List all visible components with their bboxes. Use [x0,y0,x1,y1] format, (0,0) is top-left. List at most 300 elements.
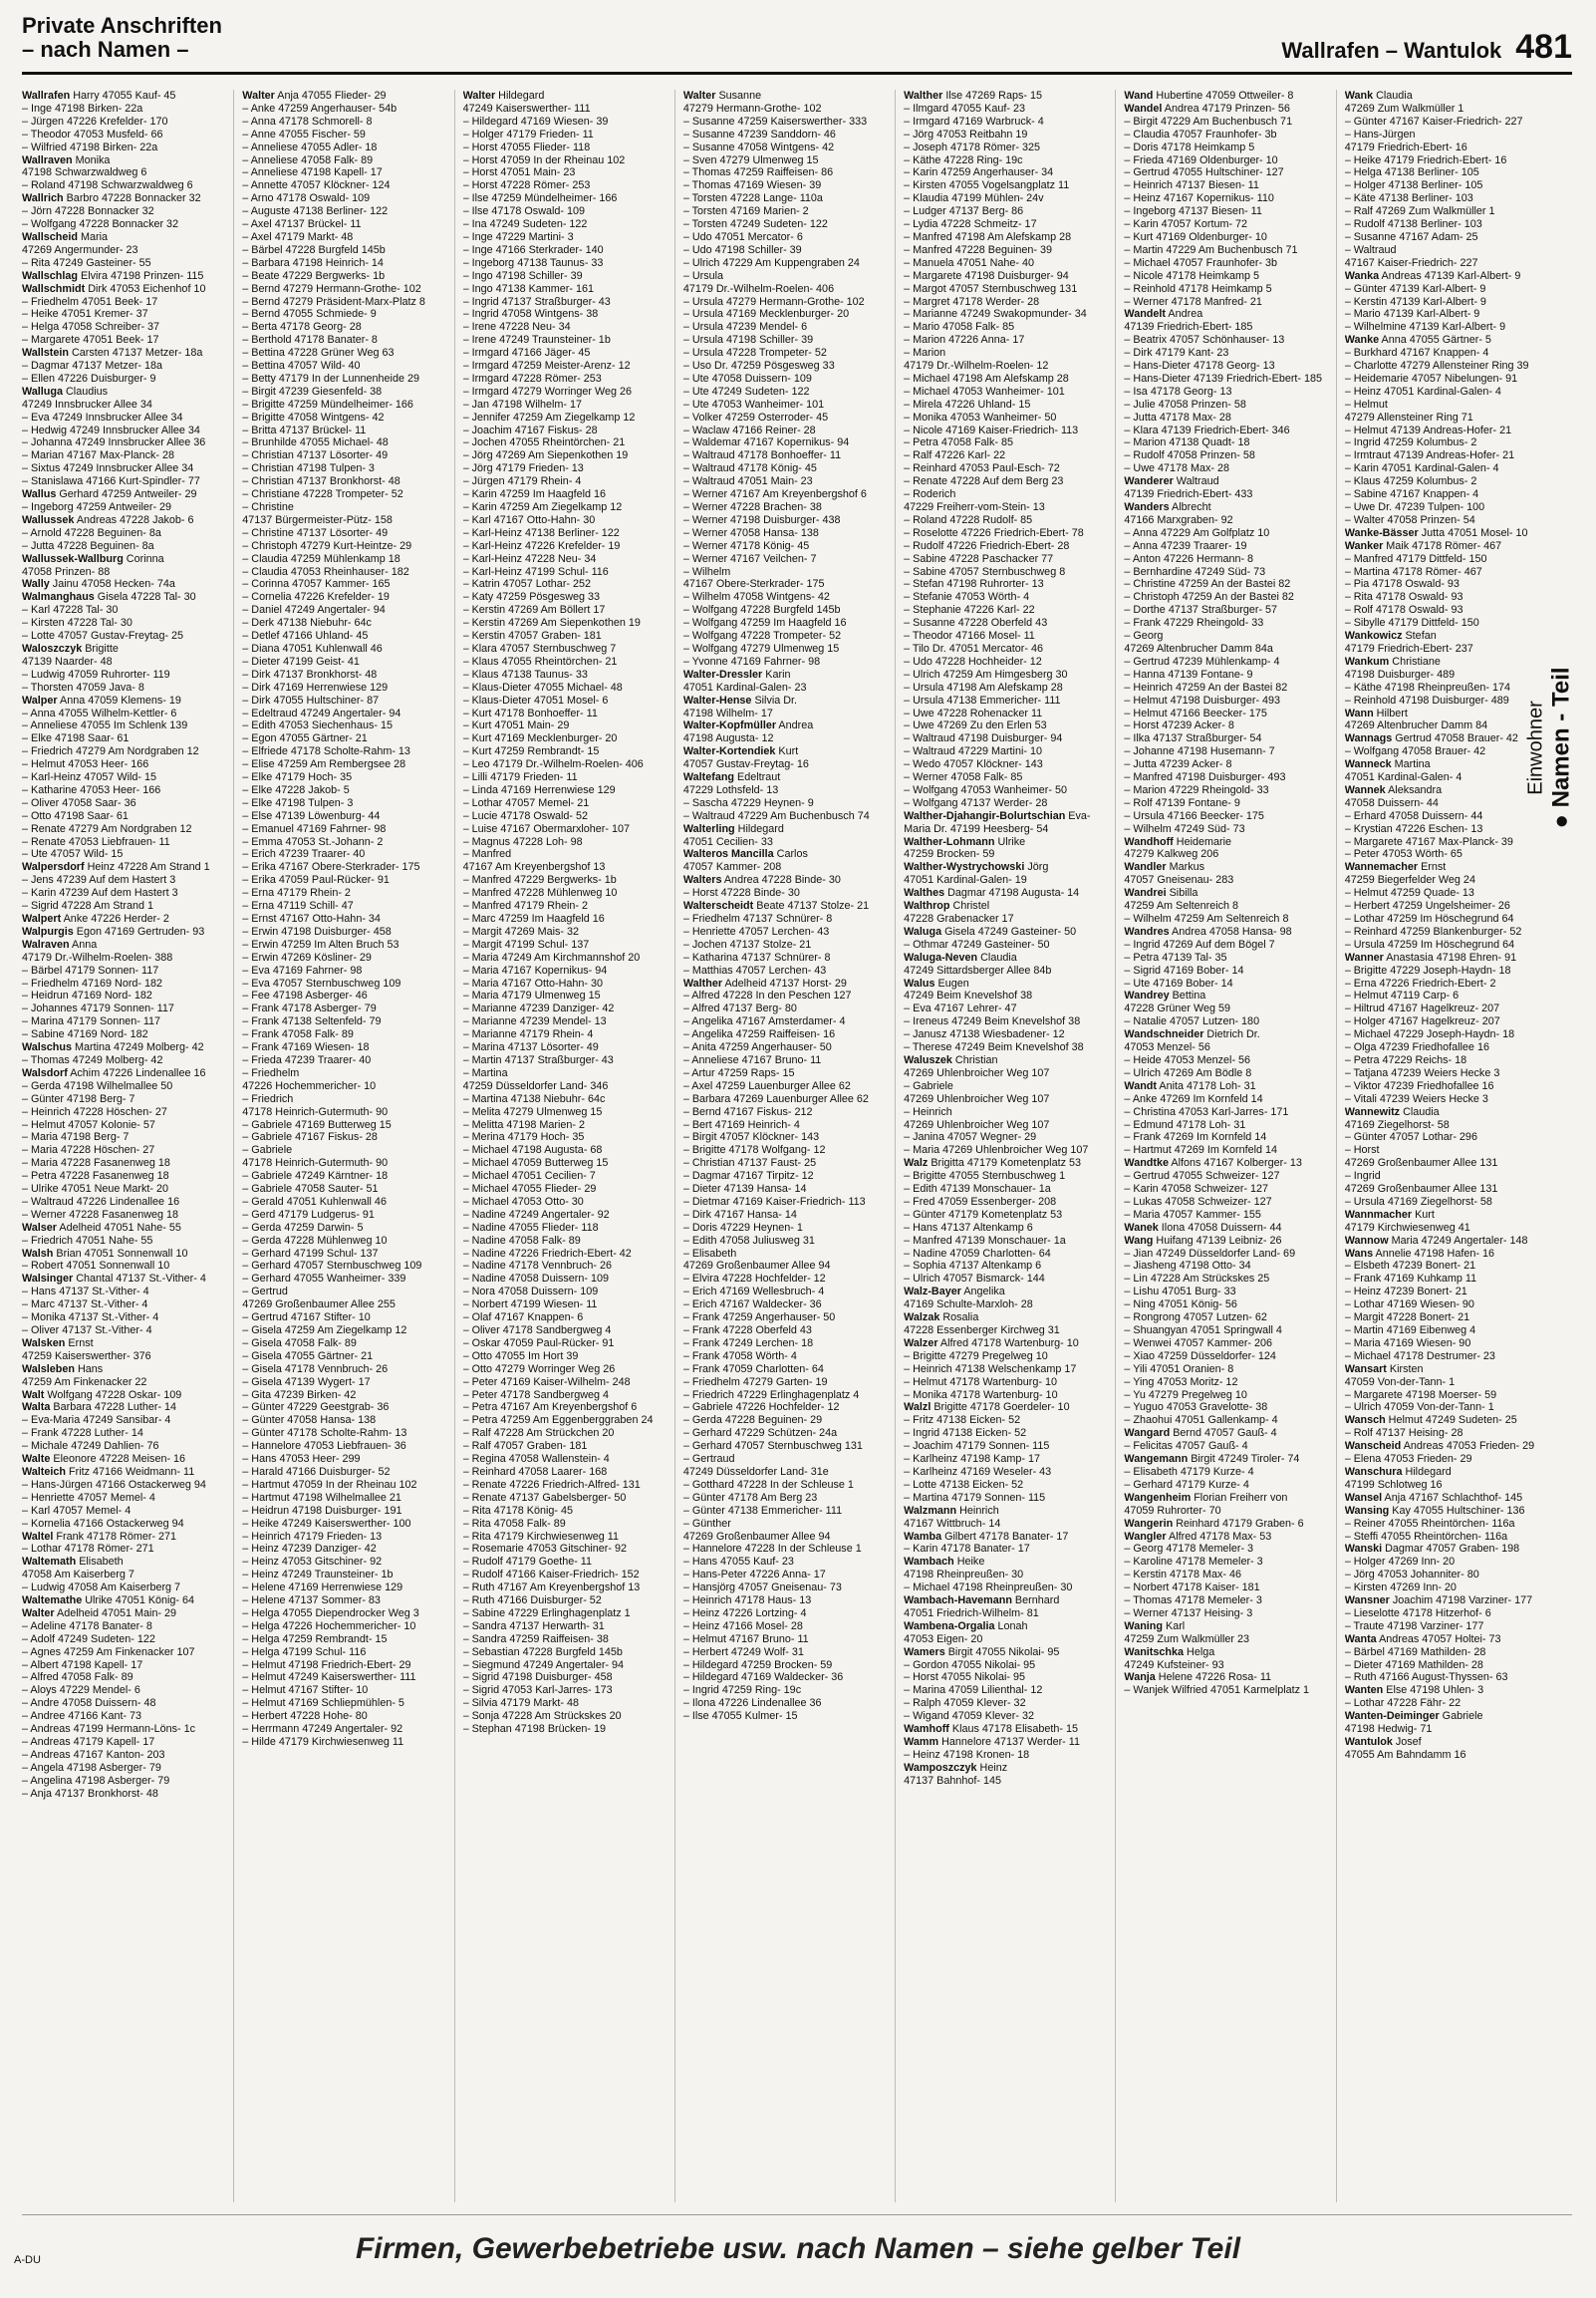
entry-detail: – Jochen 47137 Stolze- 21 [682,938,812,951]
list-item [463,1196,670,1209]
surname: Wandrei [1124,887,1167,900]
surname: Walschus [22,1041,72,1054]
list-item [683,1607,891,1620]
surname: Walsh [22,1247,54,1260]
list-item [1345,1749,1552,1762]
entry-detail: Birgit 47249 Tiroler- 74 [1188,1453,1300,1466]
entry-detail: – Ulrich 47057 Bismarck- 144 [904,1273,1045,1286]
list-item [1124,192,1331,205]
list-item [1124,1144,1331,1157]
entry-detail: – Kurt 47169 Mecklenburger- 20 [462,732,618,745]
list-item [1124,1633,1331,1646]
list-item [1124,475,1331,488]
list-item [1124,1067,1331,1080]
entry-detail: – Hildegard 47259 Brocken- 59 [682,1658,833,1671]
entry-detail: 47057 Kammer- 208 [682,861,782,874]
entry-detail: – Othmar 47249 Gasteiner- 50 [904,938,1050,951]
list-item [904,861,1111,874]
entry-detail: – Ralf 47226 Karl- 22 [904,449,1006,462]
entry-detail: 47139 Friedrich-Ebert- 433 [1124,488,1253,501]
entry-detail: – Hannelore 47228 In der Schleuse 1 [682,1543,862,1556]
list-item [904,1286,1111,1298]
entry-detail: – Helmut 47249 Kaiserswerther- 111 [242,1671,416,1684]
surname: Wallscheid [22,230,78,243]
entry-detail: – Gerhard 47179 Kurze- 4 [1124,1478,1249,1491]
list-item [904,527,1111,540]
list-item [22,771,229,784]
list-item [463,965,670,978]
list-item [904,192,1111,205]
list-item [904,103,1111,116]
list-item [463,321,670,334]
entry-detail: Kurt [1412,1208,1435,1221]
entry-detail: – Xiao 47259 Düsseldorfer- 124 [1124,1349,1276,1362]
list-item [904,116,1111,129]
list-item [1345,952,1552,965]
entry-detail: – Horst 47055 Nikolai- 95 [904,1671,1025,1684]
list-item [463,1389,670,1402]
entry-detail: – Michael 47051 Cecilien- 7 [462,1170,596,1183]
surname: Wansner [1344,1594,1390,1607]
list-item [904,965,1111,978]
list-item [242,1646,449,1659]
list-item [683,669,891,682]
entry-detail: – Margarete 47198 Moerser- 59 [1344,1388,1497,1401]
list-item [1345,1492,1552,1505]
list-item [904,1440,1111,1453]
list-item [463,514,670,527]
list-item [463,1594,670,1607]
entry-detail: – Margarete 47167 Max-Planck- 39 [1344,835,1513,848]
list-item [1124,1273,1331,1286]
list-item [1124,1028,1331,1041]
entry-detail: – Theodor 47166 Mosel- 11 [904,630,1035,643]
list-item [683,1594,891,1607]
footer-rule [22,2214,1572,2215]
entry-detail: – Inge 47166 Sterkrader- 140 [462,243,604,256]
list-item [683,810,891,823]
entry-detail: – Jens 47239 Auf dem Hastert 3 [22,874,176,887]
listing-column-5 [904,90,1116,2202]
list-item [463,913,670,926]
entry-detail: – Helmut 47057 Kolonie- 57 [22,1118,155,1131]
list-item [683,1569,891,1581]
entry-detail: – Birgit 47057 Klöckner- 143 [682,1131,820,1144]
surname: Wally [22,578,50,591]
list-item [904,218,1111,231]
surname: Walus [904,977,935,990]
list-item [1345,1466,1552,1479]
list-item [22,90,229,103]
list-item [683,578,891,591]
list-item [22,1248,229,1261]
entry-detail: – Hans 47055 Kauf- 23 [682,1556,794,1569]
list-item [683,1492,891,1505]
entry-detail: – Frank 47169 Kuhkamp 11 [1344,1273,1477,1286]
entry-detail: – Günter 47179 Kometenplatz 53 [904,1208,1063,1221]
entry-detail: – Tatjana 47239 Weiers Hecke 3 [1344,1066,1500,1079]
entry-detail: – Ulrich 47229 Am Kuppengraben 24 [682,256,860,269]
entry-detail: – Elisabeth 47179 Kurze- 4 [1124,1465,1254,1478]
entry-detail: – Lotte 47057 Gustav-Freytag- 25 [22,630,184,643]
list-item [1124,1466,1331,1479]
entry-detail: – Johannes 47179 Sonnen- 117 [22,1003,174,1015]
entry-detail: – Rita 47178 König- 45 [462,1504,574,1517]
entry-detail: – Manfred 47229 Bergwerks- 1b [462,874,617,887]
list-item [22,462,229,475]
entry-detail: 47051 Kardinal-Galen- 23 [682,681,807,694]
entry-detail: – Lilli 47179 Frieden- 11 [462,771,578,784]
entry-detail: – Peter 47178 Sandbergweg 4 [462,1388,610,1401]
list-item [683,1556,891,1569]
list-item [683,1324,891,1337]
entry-detail: – Betty 47179 In der Lunnenheide 29 [242,372,419,385]
entry-detail: – Gabriele 47167 Fiskus- 28 [242,1131,378,1144]
list-item [463,1659,670,1672]
list-item [463,1620,670,1633]
list-item [242,604,449,617]
list-item [1124,321,1331,334]
entry-detail: Heinrich [956,1504,999,1517]
list-item [1124,900,1331,913]
list-item [242,1144,449,1157]
list-item [1345,501,1552,514]
entry-detail: – Waldemar 47167 Kopernikus- 94 [682,436,850,449]
entry-detail: – Marion [904,347,946,360]
list-item [683,1144,891,1157]
list-item [1345,1054,1552,1067]
entry-detail: – Tilo Dr. 47051 Mercator- 46 [904,642,1043,655]
list-item [904,1067,1111,1080]
entry-detail: – Roland 47228 Rudolf- 85 [904,513,1033,526]
surname: Wankowicz [1344,630,1403,643]
list-item [683,591,891,604]
entry-detail: – Udo 47198 Schiller- 39 [682,243,802,256]
list-item [904,1710,1111,1723]
list-item [242,990,449,1003]
list-item [463,1440,670,1453]
list-item [242,1569,449,1581]
entry-detail: – Mario 47139 Karl-Albert- 9 [1344,308,1480,321]
entry-detail: 47269 Uhlenbroicher Weg 107 [904,1066,1050,1079]
list-item [683,887,891,900]
surname: Wandler [1124,861,1167,874]
list-item [463,90,670,103]
entry-detail: – Ute 47053 Wanheimer- 101 [682,398,825,411]
list-item [1124,179,1331,192]
entry-detail: – Rolf 47137 Heising- 28 [1344,1427,1463,1440]
entry-detail: – Ute 47249 Sudeten- 122 [682,385,810,398]
list-item [683,1518,891,1531]
list-item [1345,488,1552,501]
entry-detail: – Ingrid [1344,1170,1381,1183]
entry-detail: – Ursula 47228 Trompeter- 52 [682,347,827,360]
list-item [22,1453,229,1466]
list-item [1124,412,1331,425]
list-item [242,913,449,926]
entry-detail: – Anke 47269 Im Kornfeld 14 [1124,1092,1263,1105]
entry-detail: – Gabriele 47226 Hochfelder- 12 [682,1401,840,1414]
list-item [242,1235,449,1248]
list-item [242,321,449,334]
entry-detail: – Helga 47226 Hochemmericher- 10 [242,1619,416,1632]
list-item [1124,771,1331,784]
list-item [904,1427,1111,1440]
entry-detail: – Ursula [682,269,724,282]
list-item [1345,475,1552,488]
list-item [22,1106,229,1119]
entry-detail: Christel [949,900,990,913]
entry-detail: – Michael 47198 Rheinpreußen- 30 [904,1581,1073,1594]
entry-detail: – Bärbel 47179 Sonnen- 117 [22,964,159,977]
list-item [463,1067,670,1080]
entry-detail: – Yu 47279 Pregelweg 10 [1124,1388,1247,1401]
list-item [463,978,670,991]
list-item [242,708,449,720]
entry-detail: Sibilla [1166,887,1198,900]
list-item [463,591,670,604]
list-item [1124,488,1331,501]
surname: Wandrey [1124,990,1170,1003]
list-item [242,1607,449,1620]
entry-detail: 47058 Duissern- 44 [1344,796,1439,809]
list-item [683,1311,891,1324]
entry-detail: – Georg 47178 Memeler- 3 [1124,1543,1254,1556]
entry-detail: – Berta 47178 Georg- 28 [242,321,362,334]
list-item [1124,1581,1331,1594]
list-item [463,836,670,849]
list-item [1345,1157,1552,1170]
entry-detail: Helga [1184,1645,1215,1658]
list-item [1345,360,1552,373]
entry-detail: Dirk 47053 Eichenhof 10 [85,282,206,295]
list-item [1345,1505,1552,1518]
entry-detail: – Klara 47139 Friedrich-Ebert- 346 [1124,424,1290,436]
entry-detail: 47053 Eigen- 20 [904,1632,983,1645]
entry-detail: 47249 Sittardsberger Allee 84b [904,964,1052,977]
entry-detail: – Marina 47179 Sonnen- 117 [22,1015,161,1028]
entry-detail: 47169 Ziegelhorst- 58 [1344,1118,1450,1131]
entry-detail: – Petra 47139 Tal- 35 [1124,951,1227,964]
surname: Wansing [1344,1504,1390,1517]
entry-detail: Maria Dr. 47199 Heesberg- 54 [904,822,1049,835]
entry-detail: Kirsten [1386,1362,1424,1375]
entry-detail: 47269 Großenbaumer Allee 131 [1344,1157,1498,1170]
list-item [683,412,891,425]
list-item [242,643,449,656]
surname: Wallus [22,488,57,501]
list-item [683,990,891,1003]
list-item [22,848,229,861]
list-item [463,695,670,708]
entry-detail: – Martin 47137 Straßburger- 43 [462,1053,614,1066]
list-item [683,1080,891,1093]
list-item [1124,887,1331,900]
entry-detail: – Lydia 47228 Schmeitz- 17 [904,218,1037,231]
entry-detail: – Uwe Dr. 47239 Tulpen- 100 [1344,501,1485,513]
list-item [683,308,891,321]
list-item [242,1248,449,1261]
list-item [1345,1209,1552,1222]
list-item [904,1376,1111,1389]
entry-detail: – Karin 47239 Auf dem Hastert 3 [22,887,178,900]
entry-detail: – Horst 47228 Römer- 253 [462,179,591,192]
entry-detail: – Gisela 47139 Wygert- 17 [242,1375,371,1388]
entry-detail: – Monika 47178 Wartenburg- 10 [904,1388,1058,1401]
entry-detail: – Stephan 47198 Brücken- 19 [462,1723,607,1736]
list-item [22,1324,229,1337]
entry-detail: – Michael 47229 Joseph-Haydn- 18 [1344,1028,1515,1041]
entry-detail: – Julie 47058 Prinzen- 58 [1124,398,1246,411]
entry-detail: 47167 Am Kreyenbergshof 13 [462,861,606,874]
list-item [683,1235,891,1248]
list-item [1345,1607,1552,1620]
footer-code: A-DU [14,2254,41,2266]
list-item [1345,553,1552,566]
list-item [242,719,449,732]
list-item [683,488,891,501]
list-item [1124,334,1331,347]
entry-detail: Eleonore 47228 Meisen- 16 [50,1453,186,1466]
list-item [904,1015,1111,1028]
list-item [904,1041,1111,1054]
surname: Walter [22,1606,55,1619]
entry-detail: 47249 Innsbrucker Allee 34 [22,398,152,411]
list-item [22,308,229,321]
entry-detail: – Lothar 47057 Memel- 21 [462,796,590,809]
list-item [1124,514,1331,527]
list-item [683,1350,891,1363]
list-item [1345,1170,1552,1183]
surname: Wandt [1124,1079,1157,1092]
entry-detail: – Christoph 47279 Kurt-Heintze- 29 [242,539,412,552]
surname: Wanschura [1344,1465,1403,1478]
entry-detail: 47179 Friedrich-Ebert- 16 [1344,141,1467,153]
entry-detail: – Nadine 47058 Falk- 89 [462,1234,581,1247]
entry-detail: – Ludger 47137 Berg- 86 [904,205,1024,218]
entry-detail: Alfred 47178 Wartenburg- 10 [937,1336,1079,1349]
list-item [22,1273,229,1286]
list-item [242,810,449,823]
list-item [683,1093,891,1106]
list-item [242,1041,449,1054]
list-item [1124,848,1331,861]
entry-detail: – Reinhard 47058 Laarer- 168 [462,1465,608,1478]
list-item [463,1581,670,1594]
list-item [1345,1298,1552,1311]
list-item [683,758,891,771]
list-item [904,1646,1111,1659]
list-item [1124,913,1331,926]
entry-detail: – Yvonne 47169 Fahrner- 98 [682,655,821,668]
list-item [904,501,1111,514]
list-item [1124,154,1331,167]
entry-detail: – Helga 47199 Schul- 116 [242,1645,367,1658]
entry-detail: Gabriele [1439,1710,1483,1723]
entry-detail: – Kornelia 47166 Ostackerweg 94 [22,1517,184,1530]
entry-detail: – Karl 47057 Memel- 4 [22,1504,132,1517]
list-item [463,771,670,784]
list-item [1345,166,1552,179]
list-item [22,270,229,283]
list-item [683,1389,891,1402]
entry-detail: – Manuela 47051 Nahe- 40 [904,256,1034,269]
list-item [683,861,891,874]
list-item [22,1311,229,1324]
list-item [463,244,670,257]
list-item [22,1518,229,1531]
entry-detail: – Ute 47058 Duissern- 109 [682,372,812,385]
surname: Walsleben [22,1362,75,1375]
entry-detail: – Wigand 47059 Klever- 32 [904,1710,1034,1723]
list-item [463,296,670,309]
list-item [683,1671,891,1684]
list-item [22,874,229,887]
surname: Walter-Kopfmüller [682,719,777,732]
list-item [683,1003,891,1015]
entry-detail: – Brigitte 47178 Wolfgang- 12 [682,1144,826,1157]
list-item [683,797,891,810]
entry-detail: – Marina 47137 Lösorter- 49 [462,1041,599,1054]
list-item [22,1479,229,1492]
list-item [463,1401,670,1414]
entry-detail: – Hans-Dieter 47178 Georg- 13 [1124,360,1275,373]
list-item [22,591,229,604]
entry-detail: – Friedhelm 47051 Beek- 17 [22,295,158,308]
list-item [904,887,1111,900]
entry-detail: – Käte 47138 Berliner- 103 [1344,192,1473,205]
surname: Walter-Hense [682,694,752,707]
list-item [1124,205,1331,218]
entry-detail: – Lotte 47138 Eicken- 52 [904,1478,1024,1491]
entry-detail: Anita 47178 Loh- 31 [1157,1079,1256,1092]
list-item [904,797,1111,810]
list-item [22,1260,229,1273]
list-item [683,1440,891,1453]
list-item [683,1505,891,1518]
list-item [242,1054,449,1067]
entry-detail: – Alfred 47137 Berg- 80 [682,1003,797,1015]
entry-detail: – Angela 47198 Asberger- 79 [22,1761,161,1774]
entry-detail: – Britta 47137 Brückel- 11 [242,424,367,436]
entry-detail: – Oliver 47137 St.-Vither- 4 [22,1324,152,1336]
entry-detail: – Michael 47059 Butterweg 15 [462,1157,609,1170]
list-item [683,540,891,553]
list-item [1345,1273,1552,1286]
list-item [242,1389,449,1402]
entry-detail: – Karlheinz 47169 Weseler- 43 [904,1465,1052,1478]
entry-detail: 47269 Zum Walkmüller 1 [1344,102,1464,115]
entry-detail: – Henriette 47057 Lerchen- 43 [682,925,830,938]
list-item [242,1440,449,1453]
entry-detail: Heidemarie [1173,835,1231,848]
list-item [1345,604,1552,617]
entry-detail: – Karl-Heinz 47138 Berliner- 122 [462,526,620,539]
list-item [904,1531,1111,1544]
entry-detail: – Ingrid 47259 Kolumbus- 2 [1344,436,1477,449]
list-item [1345,270,1552,283]
entry-detail: – Ingrid 47058 Wintgens- 38 [462,308,599,321]
list-item [463,436,670,449]
entry-detail: – Barbara 47198 Heinrich- 14 [242,256,384,269]
entry-detail: – Sabine 47229 Erlinghagenplatz 1 [462,1606,631,1619]
entry-detail: – Rudolf 47179 Goethe- 11 [462,1556,593,1569]
section-title [22,14,222,62]
entry-detail: – Fritz 47138 Eicken- 52 [904,1414,1021,1427]
list-item [1345,192,1552,205]
entry-detail: – Heike 47249 Kaiserswerther- 100 [242,1517,411,1530]
entry-detail: Anastasia 47198 Ehren- 91 [1383,951,1517,964]
